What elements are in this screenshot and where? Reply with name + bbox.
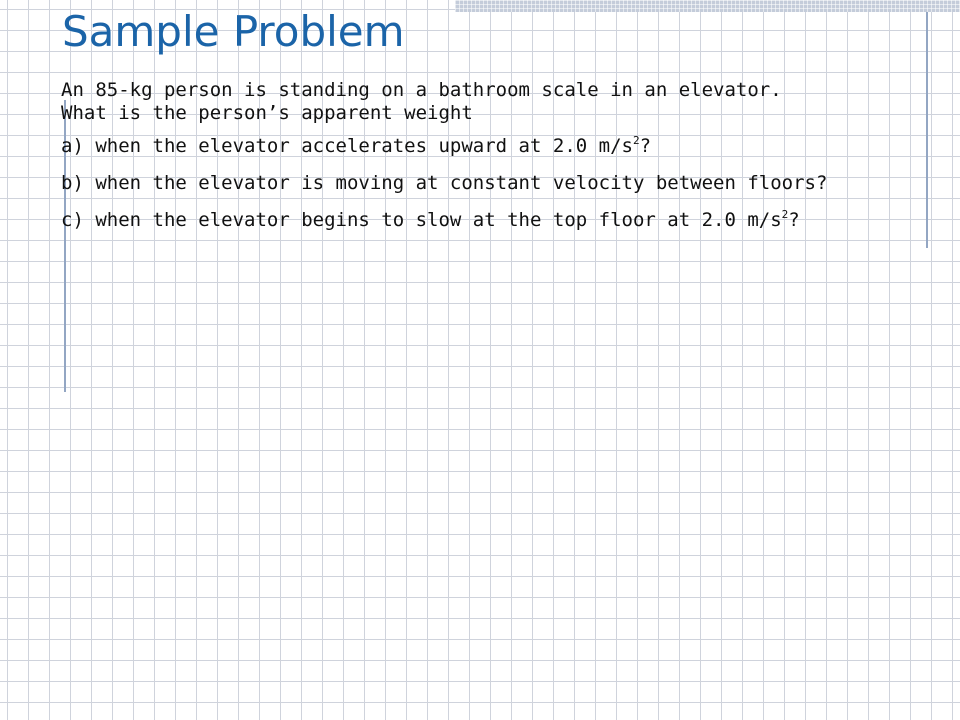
problem-body xyxy=(61,79,941,246)
question-c-end: ? xyxy=(788,209,800,231)
question-c xyxy=(61,209,941,232)
slide-title: Sample Problem xyxy=(62,7,405,56)
question-a xyxy=(61,135,941,158)
question-a-exponent: 2 xyxy=(632,134,640,147)
question-a-end: ? xyxy=(639,135,652,157)
question-b-text: b) when the elevator is moving at constant velocity between floors? xyxy=(61,172,828,194)
intro-line-2: What is the person’s apparent weight xyxy=(61,102,473,124)
decorative-header-band xyxy=(455,0,960,12)
problem-intro xyxy=(61,79,941,125)
question-c-exponent: 2 xyxy=(781,208,789,221)
question-c-text: c) when the elevator begins to slow at the top floor at 2.0 m/s xyxy=(61,209,782,231)
question-b xyxy=(61,172,941,195)
question-a-text: a) when the elevator accelerates upward at 2.0 m/s xyxy=(61,135,633,157)
intro-line-1: An 85-kg person is standing on a bathroom scale in an elevator. xyxy=(61,79,782,101)
